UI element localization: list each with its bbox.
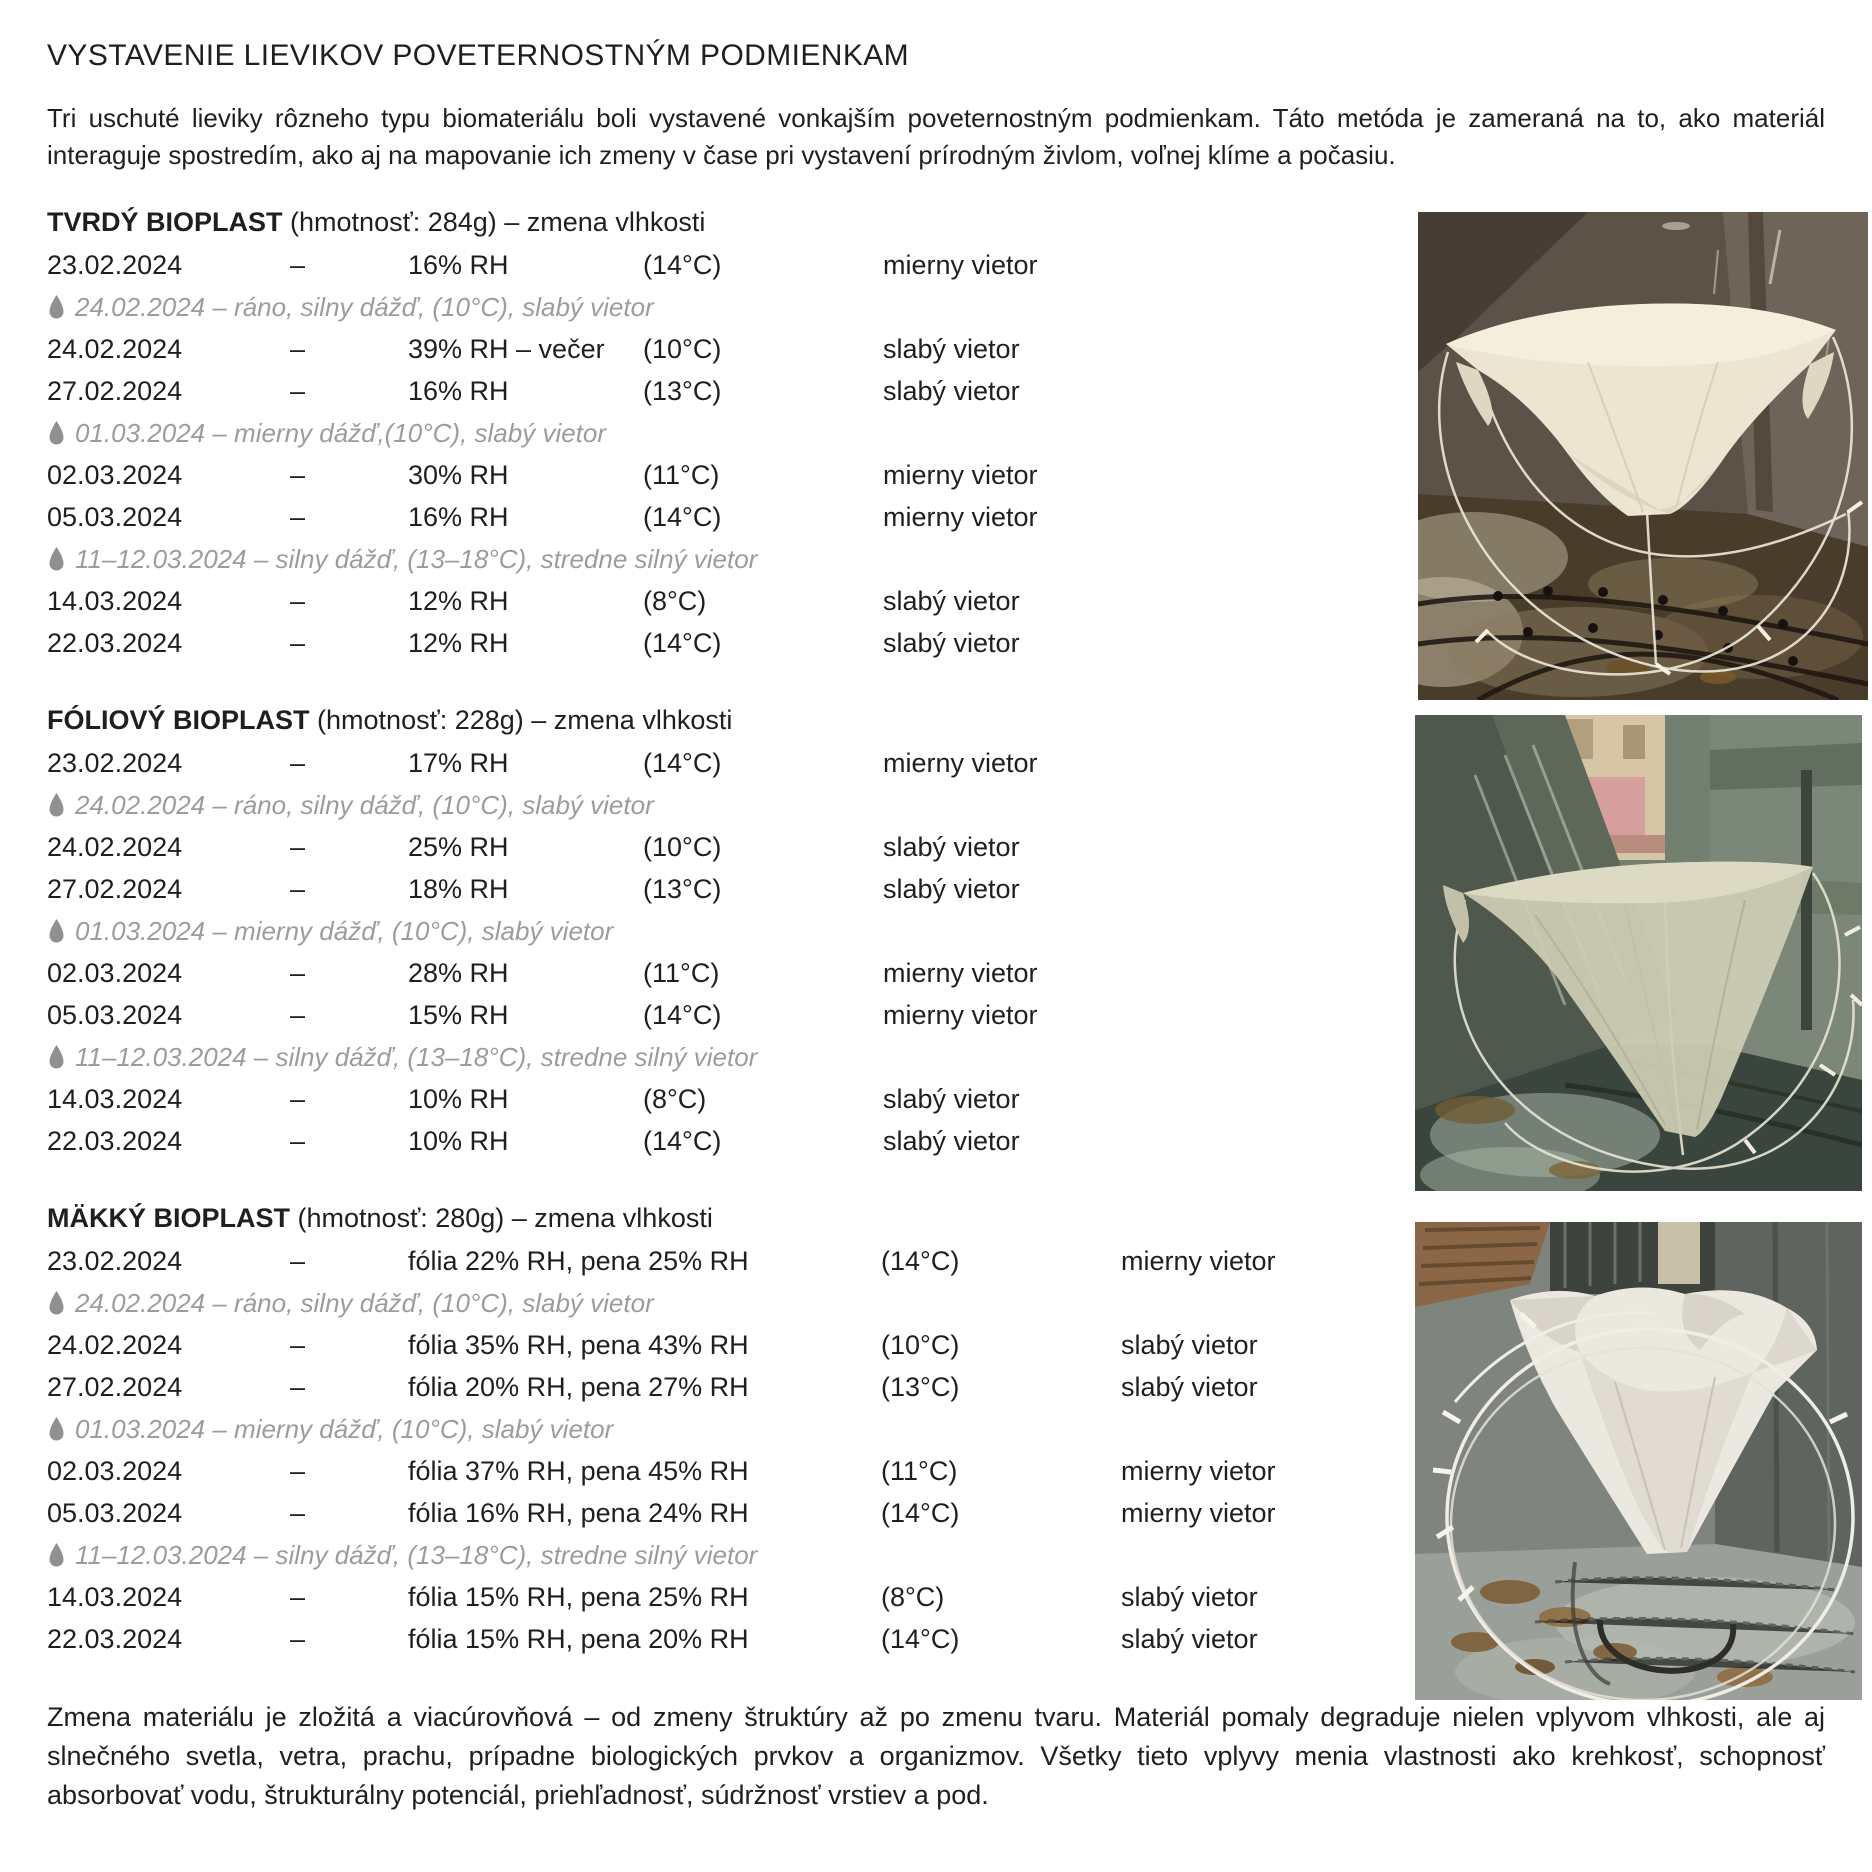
rain-note-text: 11–12.03.2024 – silny dážď, (13–18°C), stredne silný vietor <box>75 543 758 574</box>
date-cell: 24.02.2024 <box>47 1329 183 1360</box>
rain-note-text: 01.03.2024 – mierny dážď, (10°C), slabý vietor <box>75 1413 614 1444</box>
raindrop-icon <box>47 420 66 447</box>
rh-cell: 12% RH <box>408 627 509 658</box>
section-meta: (hmotnosť: 280g) – zmena vlhkosti <box>297 1203 713 1233</box>
dash-cell: – <box>290 459 306 490</box>
rh-cell: fólia 16% RH, pena 24% RH <box>408 1497 749 1528</box>
date-cell: 05.03.2024 <box>47 501 183 532</box>
date-cell: 22.03.2024 <box>47 1125 183 1156</box>
wind-cell: slabý vietor <box>883 831 1020 862</box>
rain-note-text: 11–12.03.2024 – silny dážď, (13–18°C), stredne silný vietor <box>75 1041 758 1072</box>
temp-cell: (14°C) <box>643 1125 722 1156</box>
section-meta: (hmotnosť: 228g) – zmena vlhkosti <box>317 705 733 735</box>
wind-cell: slabý vietor <box>883 627 1020 658</box>
section-name: TVRDÝ BIOPLAST <box>47 207 283 237</box>
temp-cell: (14°C) <box>643 501 722 532</box>
wind-cell: slabý vietor <box>883 873 1020 904</box>
raindrop-icon <box>47 1542 66 1569</box>
date-cell: 24.02.2024 <box>47 333 183 364</box>
table-row <box>47 1576 1412 1618</box>
wind-cell: mierny vietor <box>1121 1245 1276 1276</box>
table-row <box>47 622 1412 664</box>
temp-cell: (11°C) <box>643 459 720 490</box>
date-cell: 23.02.2024 <box>47 747 183 778</box>
rain-note-text: 11–12.03.2024 – silny dážď, (13–18°C), stredne silný vietor <box>75 1539 758 1570</box>
table-row <box>47 1324 1412 1366</box>
dash-cell: – <box>290 831 306 862</box>
rain-note-row <box>47 286 1412 328</box>
rh-cell: 39% RH – večer <box>408 333 605 364</box>
table-row <box>47 826 1412 868</box>
section-meta: (hmotnosť: 284g) – zmena vlhkosti <box>290 207 706 237</box>
table-row <box>47 1240 1412 1282</box>
raindrop-icon <box>47 918 66 945</box>
date-cell: 02.03.2024 <box>47 1455 183 1486</box>
section-name: MÄKKÝ BIOPLAST <box>47 1203 290 1233</box>
rh-cell: fólia 20% RH, pena 27% RH <box>408 1371 749 1402</box>
section-tvrdy-bioplast <box>47 200 1412 664</box>
dash-cell: – <box>290 1083 306 1114</box>
section-heading <box>47 1196 1412 1240</box>
wind-cell: slabý vietor <box>1121 1581 1258 1612</box>
date-cell: 02.03.2024 <box>47 459 183 490</box>
table-row <box>47 994 1412 1036</box>
temp-cell: (11°C) <box>881 1455 958 1486</box>
temp-cell: (8°C) <box>643 1083 707 1114</box>
dash-cell: – <box>290 1329 306 1360</box>
date-cell: 05.03.2024 <box>47 999 183 1030</box>
date-cell: 22.03.2024 <box>47 1623 183 1654</box>
temp-cell: (10°C) <box>881 1329 960 1360</box>
dash-cell: – <box>290 627 306 658</box>
raindrop-icon <box>47 792 66 819</box>
table-row <box>47 1120 1412 1162</box>
table-row <box>47 496 1412 538</box>
table-row <box>47 580 1412 622</box>
dash-cell: – <box>290 1455 306 1486</box>
table-row <box>47 328 1412 370</box>
wind-cell: mierny vietor <box>1121 1497 1276 1528</box>
rh-cell: 16% RH <box>408 501 509 532</box>
dash-cell: – <box>290 375 306 406</box>
section-makky-bioplast <box>47 1196 1412 1660</box>
wind-cell: slabý vietor <box>883 375 1020 406</box>
wind-cell: slabý vietor <box>883 585 1020 616</box>
wind-cell: mierny vietor <box>883 747 1038 778</box>
date-cell: 05.03.2024 <box>47 1497 183 1528</box>
rain-note-row <box>47 784 1412 826</box>
rain-note-row <box>47 538 1412 580</box>
table-row <box>47 952 1412 994</box>
dash-cell: – <box>290 747 306 778</box>
rh-cell: 16% RH <box>408 249 509 280</box>
temp-cell: (13°C) <box>881 1371 960 1402</box>
raindrop-icon <box>47 1290 66 1317</box>
wind-cell: mierny vietor <box>883 999 1038 1030</box>
temp-cell: (14°C) <box>881 1497 960 1528</box>
rain-note-text: 24.02.2024 – ráno, silny dážď, (10°C), slabý vietor <box>75 789 654 820</box>
table-row <box>47 868 1412 910</box>
table-row <box>47 244 1412 286</box>
wind-cell: mierny vietor <box>883 249 1038 280</box>
date-cell: 22.03.2024 <box>47 627 183 658</box>
photo-foliovy-bioplast <box>1415 715 1862 1191</box>
date-cell: 02.03.2024 <box>47 957 183 988</box>
date-cell: 27.02.2024 <box>47 873 183 904</box>
rh-cell: fólia 15% RH, pena 20% RH <box>408 1623 749 1654</box>
rain-note-row <box>47 1408 1412 1450</box>
rain-note-row <box>47 1534 1412 1576</box>
temp-cell: (14°C) <box>643 747 722 778</box>
temp-cell: (8°C) <box>881 1581 945 1612</box>
dash-cell: – <box>290 1371 306 1402</box>
temp-cell: (13°C) <box>643 375 722 406</box>
wind-cell: slabý vietor <box>1121 1329 1258 1360</box>
date-cell: 27.02.2024 <box>47 375 183 406</box>
table-row <box>47 1366 1412 1408</box>
table-row <box>47 1078 1412 1120</box>
photo-tvrdy-bioplast <box>1418 212 1868 700</box>
dash-cell: – <box>290 873 306 904</box>
table-row <box>47 454 1412 496</box>
temp-cell: (14°C) <box>643 249 722 280</box>
rain-note-text: 24.02.2024 – ráno, silny dážď, (10°C), slabý vietor <box>75 291 654 322</box>
date-cell: 23.02.2024 <box>47 1245 183 1276</box>
table-row <box>47 370 1412 412</box>
wind-cell: mierny vietor <box>883 501 1038 532</box>
table-row <box>47 1618 1412 1660</box>
dash-cell: – <box>290 1623 306 1654</box>
date-cell: 27.02.2024 <box>47 1371 183 1402</box>
rh-cell: 25% RH <box>408 831 509 862</box>
dash-cell: – <box>290 249 306 280</box>
rh-cell: fólia 35% RH, pena 43% RH <box>408 1329 749 1360</box>
rain-note-row <box>47 1282 1412 1324</box>
dash-cell: – <box>290 999 306 1030</box>
table-row <box>47 742 1412 784</box>
rh-cell: 16% RH <box>408 375 509 406</box>
raindrop-icon <box>47 546 66 573</box>
wind-cell: mierny vietor <box>883 459 1038 490</box>
raindrop-icon <box>47 1416 66 1443</box>
rh-cell: fólia 37% RH, pena 45% RH <box>408 1455 749 1486</box>
dash-cell: – <box>290 1497 306 1528</box>
rh-cell: 12% RH <box>408 585 509 616</box>
temp-cell: (13°C) <box>643 873 722 904</box>
wind-cell: slabý vietor <box>1121 1623 1258 1654</box>
rain-note-row <box>47 412 1412 454</box>
date-cell: 23.02.2024 <box>47 249 183 280</box>
section-name: FÓLIOVÝ BIOPLAST <box>47 705 310 735</box>
dash-cell: – <box>290 957 306 988</box>
outro-paragraph: Zmena materiálu je zložitá a viacúrovňová – od zmeny štruktúry až po zmenu tvaru. Materiál pomaly degraduje nielen vplyvom vlhkosti, ale aj slnečného svetla, vetra, prachu, prípadne biologických prvkov a organizmov. Všetky tieto vplyvy menia vlastnosti ako krehkosť, schopnosť absorbovať vodu, štrukturálny potenciál, priehľadnosť, súdržnosť vrstiev a pod. <box>47 1702 1825 1810</box>
rh-cell: 28% RH <box>408 957 509 988</box>
page-title: VYSTAVENIE LIEVIKOV POVETERNOSTNÝM PODMIENKAM <box>47 39 910 72</box>
rh-cell: 18% RH <box>408 873 509 904</box>
dash-cell: – <box>290 501 306 532</box>
section-foliovy-bioplast <box>47 698 1412 1162</box>
date-cell: 24.02.2024 <box>47 831 183 862</box>
rain-note-text: 24.02.2024 – ráno, silny dážď, (10°C), slabý vietor <box>75 1287 654 1318</box>
date-cell: 14.03.2024 <box>47 1083 183 1114</box>
temp-cell: (14°C) <box>643 627 722 658</box>
rh-cell: 10% RH <box>408 1125 509 1156</box>
dash-cell: – <box>290 1125 306 1156</box>
raindrop-icon <box>47 1044 66 1071</box>
temp-cell: (14°C) <box>643 999 722 1030</box>
rain-note-text: 01.03.2024 – mierny dážď, (10°C), slabý vietor <box>75 915 614 946</box>
section-heading <box>47 698 1412 742</box>
dash-cell: – <box>290 333 306 364</box>
wind-cell: slabý vietor <box>883 1125 1020 1156</box>
dash-cell: – <box>290 1581 306 1612</box>
rain-note-row <box>47 1036 1412 1078</box>
rh-cell: 10% RH <box>408 1083 509 1114</box>
wind-cell: slabý vietor <box>883 1083 1020 1114</box>
section-heading <box>47 200 1412 244</box>
table-row <box>47 1450 1412 1492</box>
rh-cell: fólia 15% RH, pena 25% RH <box>408 1581 749 1612</box>
wind-cell: mierny vietor <box>1121 1455 1276 1486</box>
date-cell: 14.03.2024 <box>47 1581 183 1612</box>
rh-cell: 30% RH <box>408 459 509 490</box>
rh-cell: 17% RH <box>408 747 509 778</box>
temp-cell: (14°C) <box>881 1245 960 1276</box>
rh-cell: 15% RH <box>408 999 509 1030</box>
raindrop-icon <box>47 294 66 321</box>
intro-paragraph: Tri uschuté lieviky rôzneho typu biomateriálu boli vystavené vonkajším poveternostným podmienkam. Táto metóda je zameraná na to, ako materiál interaguje spostredím, ako aj na mapovanie ich zmeny v čase pri vystavení prírodným živlom, voľnej klíme a počasiu. <box>47 103 1825 170</box>
temp-cell: (10°C) <box>643 333 722 364</box>
date-cell: 14.03.2024 <box>47 585 183 616</box>
rh-cell: fólia 22% RH, pena 25% RH <box>408 1245 749 1276</box>
wind-cell: mierny vietor <box>883 957 1038 988</box>
temp-cell: (10°C) <box>643 831 722 862</box>
table-row <box>47 1492 1412 1534</box>
dash-cell: – <box>290 1245 306 1276</box>
dash-cell: – <box>290 585 306 616</box>
wind-cell: slabý vietor <box>1121 1371 1258 1402</box>
temp-cell: (11°C) <box>643 957 720 988</box>
temp-cell: (8°C) <box>643 585 707 616</box>
wind-cell: slabý vietor <box>883 333 1020 364</box>
rain-note-text: 01.03.2024 – mierny dážď,(10°C), slabý vietor <box>75 417 607 448</box>
observation-tables <box>47 200 1412 1660</box>
rain-note-row <box>47 910 1412 952</box>
temp-cell: (14°C) <box>881 1623 960 1654</box>
photo-makky-bioplast <box>1415 1222 1862 1700</box>
